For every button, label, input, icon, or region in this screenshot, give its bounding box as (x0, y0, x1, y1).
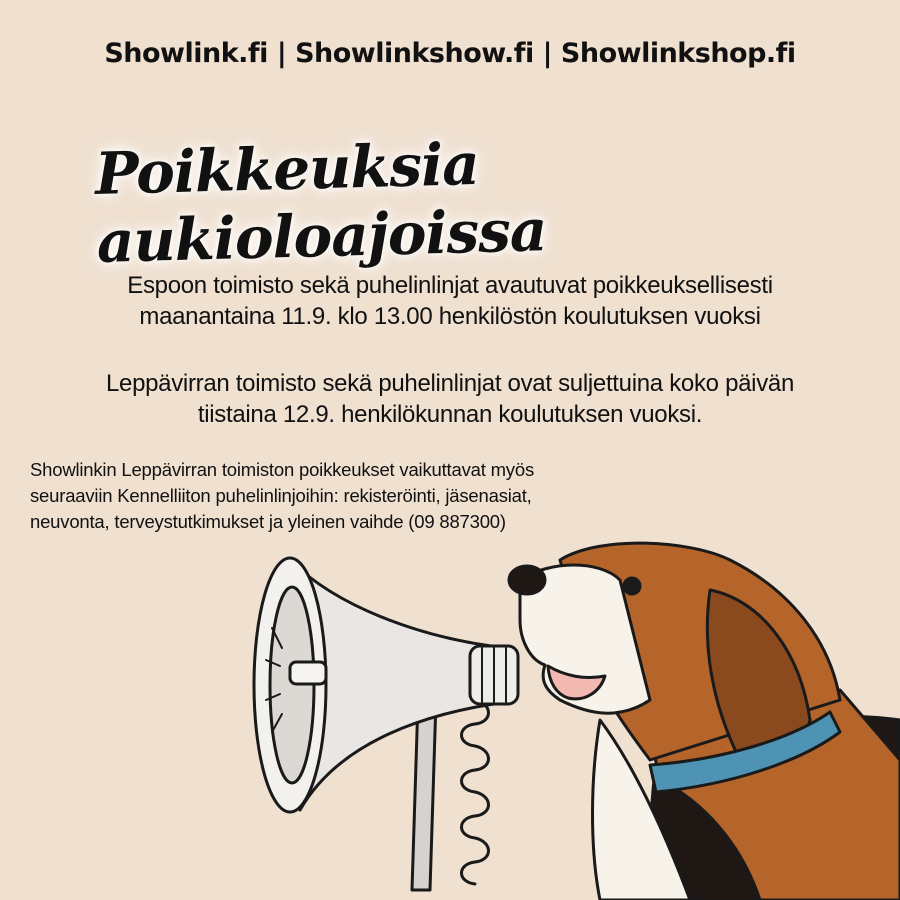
footnote-line-3: neuvonta, terveystutkimukset ja yleinen vaihde (09 887300) (30, 511, 506, 532)
footnote-line-2: seuraaviin Kennelliiton puhelinlinjoihin: rekisteröinti, jäsenasiat, (30, 485, 532, 506)
beagle-dog-icon (509, 543, 900, 900)
notice-espoo-line-1: Espoon toimisto sekä puhelinlinjat avautuvat poikkeuksellisesti (127, 272, 773, 299)
website-links: Showlink.fi | Showlinkshow.fi | Showlinkshop.fi (104, 38, 796, 69)
footnote-line-1: Showlinkin Leppävirran toimiston poikkeukset vaikuttavat myös (30, 459, 534, 480)
headline: Poikkeuksia aukioloajoissa (94, 129, 548, 276)
megaphone-icon (254, 558, 518, 890)
notice-leppavirta-line-2: tiistaina 12.9. henkilökunnan koulutuksen vuoksi. (197, 401, 703, 428)
notice-leppavirta-line-1: Leppävirran toimisto sekä puhelinlinjat ovat suljettuina koko päivän (105, 370, 795, 397)
notice-espoo-line-2: maanantaina 11.9. klo 13.00 henkilöstön koulutuksen vuoksi (139, 303, 761, 330)
